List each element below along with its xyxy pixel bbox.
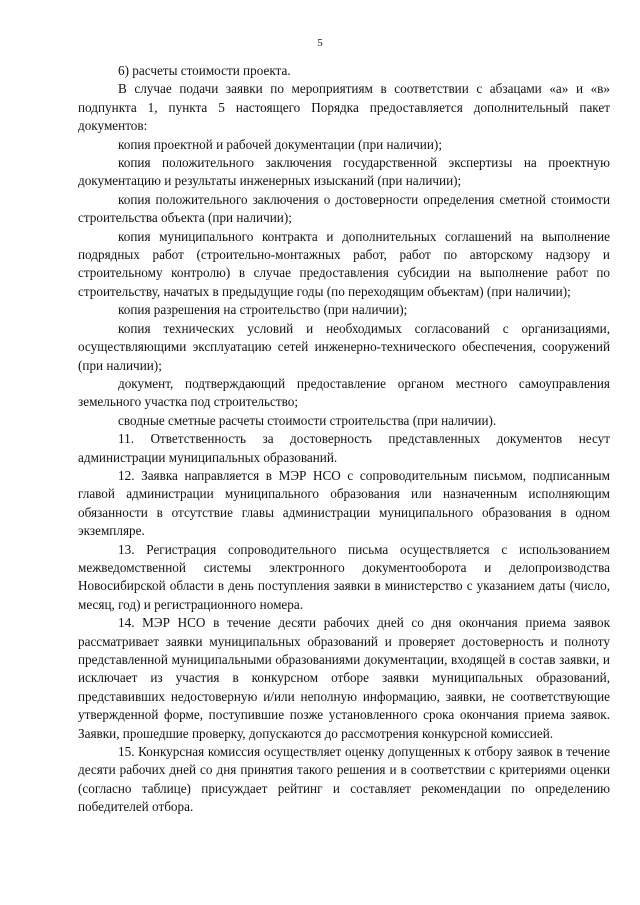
paragraph-land-document: документ, подтверждающий предоставление органом местного самоуправления земельного участка под строительство;: [78, 375, 610, 410]
paragraph-clause-11: 11. Ответственность за достоверность представленных документов несут администрации муниципальных образований.: [78, 431, 610, 465]
paragraph-project-docs: копия проектной и рабочей документации (при наличии);: [118, 136, 442, 152]
paragraph-technical-conditions: копия технических условий и необходимых согласований с организациями, осуществляющими эксплуатацию сетей инженерно-технического обеспечения, сооружений (при наличии);: [78, 320, 610, 373]
paragraph-clause-13: 13. Регистрация сопроводительного письма осуществляется с использованием межведомственной системы электронного документооборота и делопроизводства Новосибирской области в день поступления заявки в министерство с указанием даты (число, месяц, год) и регистрационного номера.: [78, 541, 610, 612]
paragraph-estimates: сводные сметные расчеты стоимости строительства (при наличии).: [118, 412, 497, 428]
paragraph-clause-12: 12. Заявка направляется в МЭР НСО с сопроводительным письмом, подписанным главой администрации муниципального образования или назначенным исполняющим обязанности в отсутствие главы администрации муниципального образования в одном экземпляре.: [78, 467, 610, 539]
paragraph-clause-15: 15. Конкурсная комиссия осуществляет оценку допущенных к отбору заявок в течение десяти рабочих дней со дня принятия такого решения и в соответствии с критериями оценки (согласно таблице) присуждает рейтинг и составляет рекомендации по определению победителей отбора.: [78, 744, 610, 815]
paragraph-state-expertise: копия положительного заключения государственной экспертизы на проектную документацию и результаты инженерных изысканий (при наличии);: [78, 155, 610, 189]
page-number: 5: [317, 37, 323, 49]
document-body: [78, 62, 610, 817]
paragraph-building-permit: копия разрешения на строительство (при наличии);: [118, 302, 408, 318]
paragraph-item-6: 6) расчеты стоимости проекта.: [118, 63, 291, 78]
paragraph-municipal-contract: копия муниципального контракта и дополнительных соглашений на выполнение подрядных работ (строительно-монтажных работ, работ по авторскому надзору и строительному контролю) в случае предоставления субсидии на выполнение работ по строительству, начатых в предыдущие годы (по переходящим объектам) (при наличии);: [78, 228, 610, 299]
paragraph-additional-package: В случае подачи заявки по мероприятиям в соответствии с абзацами «а» и «в» подпункта 1, пункта 5 настоящего Порядка предоставляется дополнительный пакет документов:: [78, 81, 610, 134]
paragraph-cost-conclusion: копия положительного заключения о достоверности определения сметной стоимости строительства объекта (при наличии);: [78, 191, 610, 226]
paragraph-clause-14: 14. МЭР НСО в течение десяти рабочих дней со дня окончания приема заявок рассматривает заявки муниципальных образований и проверяет достоверность и полноту представленной муниципальными образованиями документации, входящей в состав заявки, и исключает из участия в конкурсном отборе заявки муниципальных образований, представивших недостоверную и/или неполную информацию, заявки, не соответствующие утвержденной форме, поступившие позже установленного срока окончания приема заявок. Заявки, прошедшие проверку, допускаются до рассмотрения конкурсной комиссией.: [78, 615, 610, 741]
